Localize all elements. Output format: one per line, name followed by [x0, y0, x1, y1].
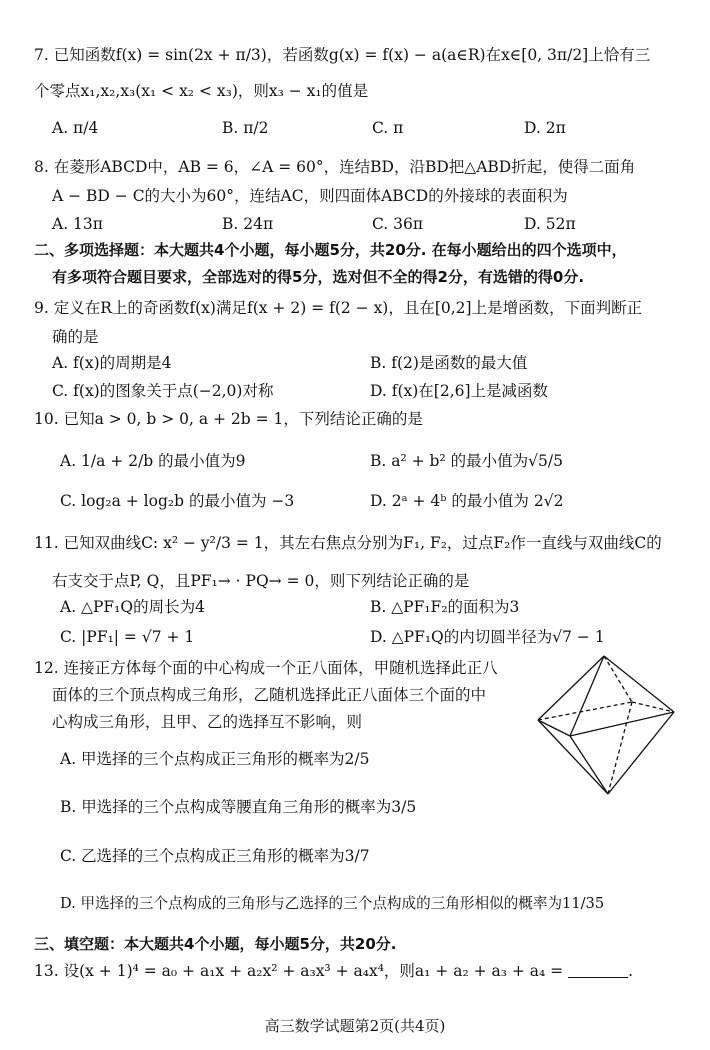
q13-text: 13. 设(x + 1)⁴ = a₀ + a₁x + a₂x² + a₃x³ + a₄x⁴，则a₁ + a₂ + a₃ + a₄ =	[34, 962, 569, 980]
q12-option-c: C. 乙选择的三个点构成正三角形的概率为3/7	[60, 847, 370, 865]
q11-option-b: B. △PF₁F₂的面积为3	[370, 598, 520, 616]
q11-option-a: A. △PF₁Q的周长为4	[60, 598, 205, 616]
q11-stem-line1: 11. 已知双曲线C: x² − y²/3 = 1，其左右焦点分别为F₁, F₂，过点F₂作一直线与双曲线C的	[34, 534, 662, 552]
q10-option-c: C. log₂a + log₂b 的最小值为 −3	[60, 492, 295, 510]
q8-option-c: C. 36π	[372, 215, 424, 233]
section2-instructions: 有多项符合题目要求，全部选对的得5分，选对但不全的得2分，有选错的得0分.	[52, 268, 585, 286]
q12-stem-line3: 心构成三角形，且甲、乙的选择互不影响，则	[52, 713, 363, 731]
q9-option-b: B. f(2)是函数的最大值	[370, 354, 528, 372]
q13-answer-blank[interactable]	[568, 963, 628, 978]
q10-option-a: A. 1/a + 2/b 的最小值为9	[60, 452, 246, 470]
q9-stem-line1: 9. 定义在R上的奇函数f(x)满足f(x + 2) = f(2 − x)，且在[0,2]上是增函数，下面判断正	[34, 299, 643, 317]
q7-option-d: D. 2π	[524, 119, 566, 137]
q10-stem: 10. 已知a > 0, b > 0, a + 2b = 1，下列结论正确的是	[34, 410, 423, 428]
q12-option-a: A. 甲选择的三个点构成正三角形的概率为2/5	[60, 750, 370, 768]
q8-option-a: A. 13π	[52, 215, 103, 233]
q12-option-b: B. 甲选择的三个点构成等腰直角三角形的概率为3/5	[60, 798, 417, 816]
q10-option-b: B. a² + b² 的最小值为√5/5	[370, 452, 563, 470]
q12-option-d: D. 甲选择的三个点构成的三角形与乙选择的三个点构成的三角形相似的概率为11/35	[60, 895, 605, 912]
q8-stem-line2: A − BD − C的大小为60°，连结AC，则四面体ABCD的外接球的表面积为	[52, 187, 568, 205]
q7-stem-line2: 个零点x₁,x₂,x₃(x₁ < x₂ < x₃)，则x₃ − x₁的值是	[34, 82, 369, 100]
q11-option-c: C. |PF₁| = √7 + 1	[60, 628, 195, 646]
q11-stem-line2: 右支交于点P, Q，且PF₁→ · PQ→ = 0，则下列结论正确的是	[52, 572, 470, 590]
q9-stem-line2: 确的是	[52, 328, 99, 346]
q12-stem-line2: 面体的三个顶点构成三角形，乙随机选择此正八面体三个面的中	[52, 686, 487, 704]
q8-option-b: B. 24π	[222, 215, 274, 233]
q10-option-d: D. 2ᵃ + 4ᵇ 的最小值为 2√2	[370, 492, 564, 510]
q8-option-d: D. 52π	[524, 215, 576, 233]
q7-stem-line1: 7. 已知函数f(x) = sin(2x + π/3)，若函数g(x) = f(x) − a(a∈R)在x∈[0, 3π/2]上恰有三	[34, 46, 651, 64]
q9-option-d: D. f(x)在[2,6]上是减函数	[370, 382, 549, 400]
q7-option-c: C. π	[372, 119, 404, 137]
q8-stem-line1: 8. 在菱形ABCD中，AB = 6，∠A = 60°，连结BD，沿BD把△ABD折起，使得二面角	[34, 158, 636, 176]
q12-stem-line1: 12. 连接正方体每个面的中心构成一个正八面体，甲随机选择此正八	[34, 659, 498, 677]
section3-heading: 三、填空题：本大题共4个小题，每小题5分，共20分.	[34, 935, 397, 953]
octahedron-figure	[532, 650, 682, 800]
q9-option-a: A. f(x)的周期是4	[52, 354, 172, 372]
q7-option-b: B. π/2	[222, 119, 269, 137]
section2-heading: 二、多项选择题：本大题共4个小题，每小题5分，共20分. 在每小题给出的四个选项中，	[34, 241, 627, 259]
page-footer: 高三数学试题第2页(共4页)	[264, 1017, 446, 1035]
q11-option-d: D. △PF₁Q的内切圆半径为√7 − 1	[370, 628, 605, 646]
q13-stem	[34, 960, 680, 982]
q9-option-c: C. f(x)的图象关于点(−2,0)对称	[52, 382, 274, 400]
q7-option-a: A. π/4	[52, 119, 99, 137]
q13-period: .	[628, 962, 634, 980]
